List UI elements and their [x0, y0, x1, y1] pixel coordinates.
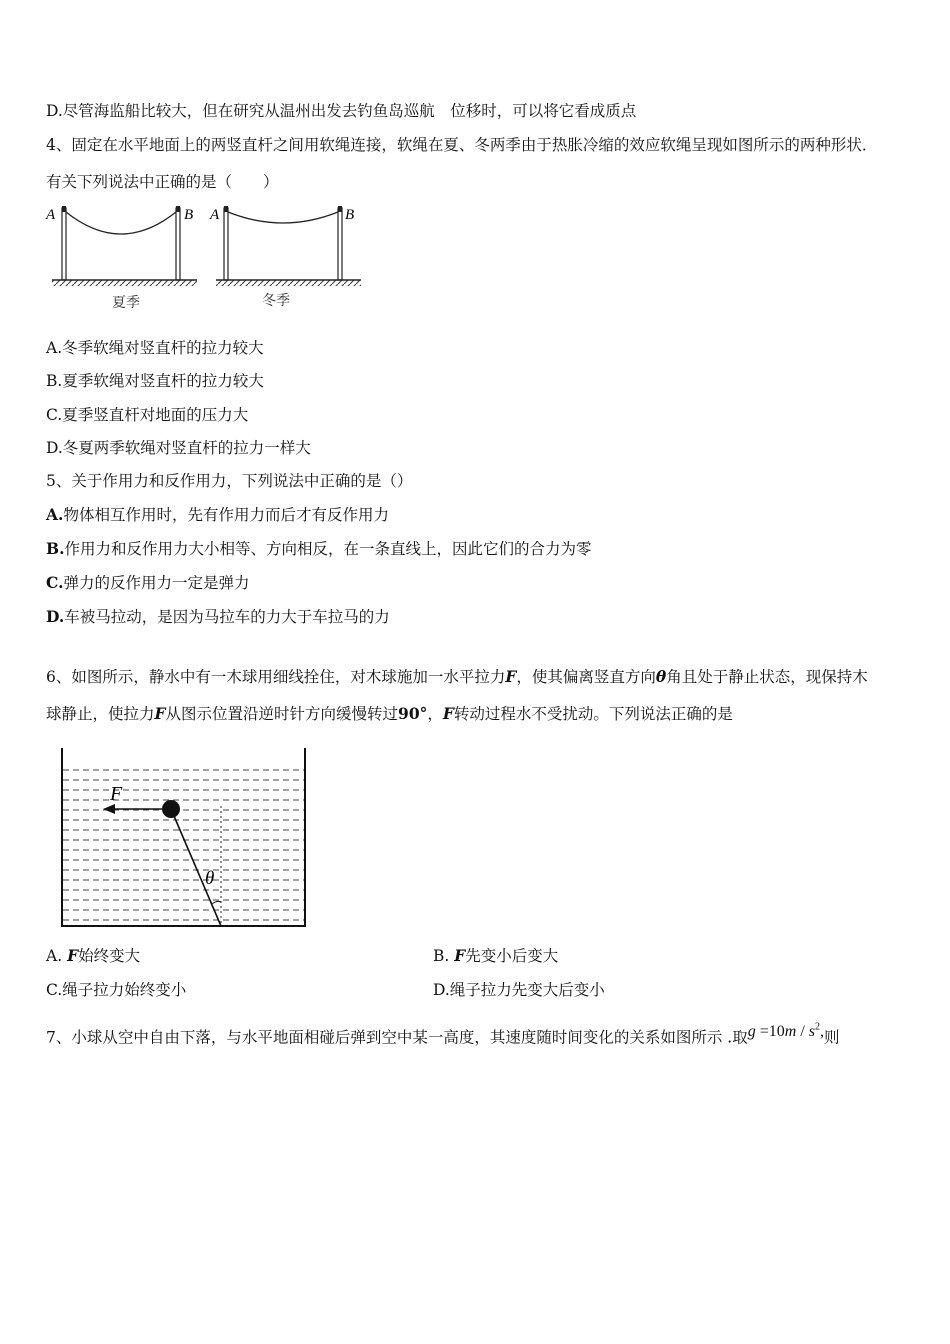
q4-option-c: C.夏季竖直杆对地面的压力大	[46, 406, 249, 424]
summer-figure	[45, 206, 197, 311]
q6-option-c: C.绳子拉力始终变小	[46, 981, 187, 999]
q6-stem-line1: 6、如图所示，静水中有一木球用细线拴住，对木球施加一水平拉力F，使其偏离竖直方向θ角且处于静止状态，现保持木	[46, 667, 868, 686]
q4-stem-line1: 4、固定在水平地面上的两竖直杆之间用软绳连接，软绳在夏、冬两季由于热胀冷缩的效应软绳呈现如图所示的两种形状．	[46, 136, 878, 154]
q5-option-c: C.弹力的反作用力一定是弹力	[46, 573, 250, 592]
angle-arc	[212, 901, 221, 904]
q5-option-b: B.作用力和反作用力大小相等、方向相反，在一条直线上，因此它们的合力为零	[46, 539, 592, 558]
q6-stem-line2: 球静止，使拉力F从图示位置沿逆时针方向缓慢转过90°，F转动过程水不受扰动。下列说法正确的是	[46, 704, 733, 723]
q5-stem: 5、关于作用力和反作用力，下列说法中正确的是（）	[46, 472, 413, 490]
q4-stem-line2: 有关下列说法中正确的是（ ）	[46, 173, 279, 191]
q4-option-b: B.夏季软绳对竖直杆的拉力较大	[46, 372, 264, 390]
winter-label-b: B	[345, 207, 355, 223]
arrow-head	[103, 804, 115, 814]
winter-label-a: A	[210, 207, 220, 223]
q3-option-d: D.尽管海监船比较大，但在研究从温州出发去钓鱼岛巡航 位移时，可以将它看成质点	[46, 102, 637, 120]
summer-label-b: B	[184, 207, 194, 223]
q7-stem: 7、小球从空中自由下落，与水平地面相碰后弹到空中某一高度，其速度随时间变化的关系如图所示 .取$g =10m / s^2$,则	[46, 1022, 840, 1047]
q5-option-d: D.车被马拉动，是因为马拉车的力大于车拉马的力	[46, 607, 390, 626]
q6-option-b: B. F先变小后变大	[433, 946, 559, 965]
winter-rope	[228, 212, 338, 223]
summer-caption: 夏季	[112, 295, 140, 311]
winter-caption: 冬季	[262, 293, 290, 309]
winter-figure	[209, 206, 361, 309]
water-lines	[63, 770, 304, 920]
summer-label-a: A	[46, 207, 56, 223]
q5-option-a: A.物体相互作用时，先有作用力而后才有反作用力	[46, 505, 389, 524]
summer-rope	[66, 212, 176, 234]
label-theta: θ	[205, 868, 215, 889]
label-f: F	[110, 783, 123, 805]
wood-ball	[162, 800, 180, 818]
q6-option-a: A. F始终变大	[46, 946, 141, 965]
q6-option-d: D.绳子拉力先变大后变小	[433, 981, 605, 999]
q4-figure	[44, 200, 374, 315]
q6-figure	[55, 744, 315, 932]
q4-option-a: A.冬季软绳对竖直杆的拉力较大	[46, 339, 264, 357]
q4-option-d: D.冬夏两季软绳对竖直杆的拉力一样大	[46, 439, 311, 457]
